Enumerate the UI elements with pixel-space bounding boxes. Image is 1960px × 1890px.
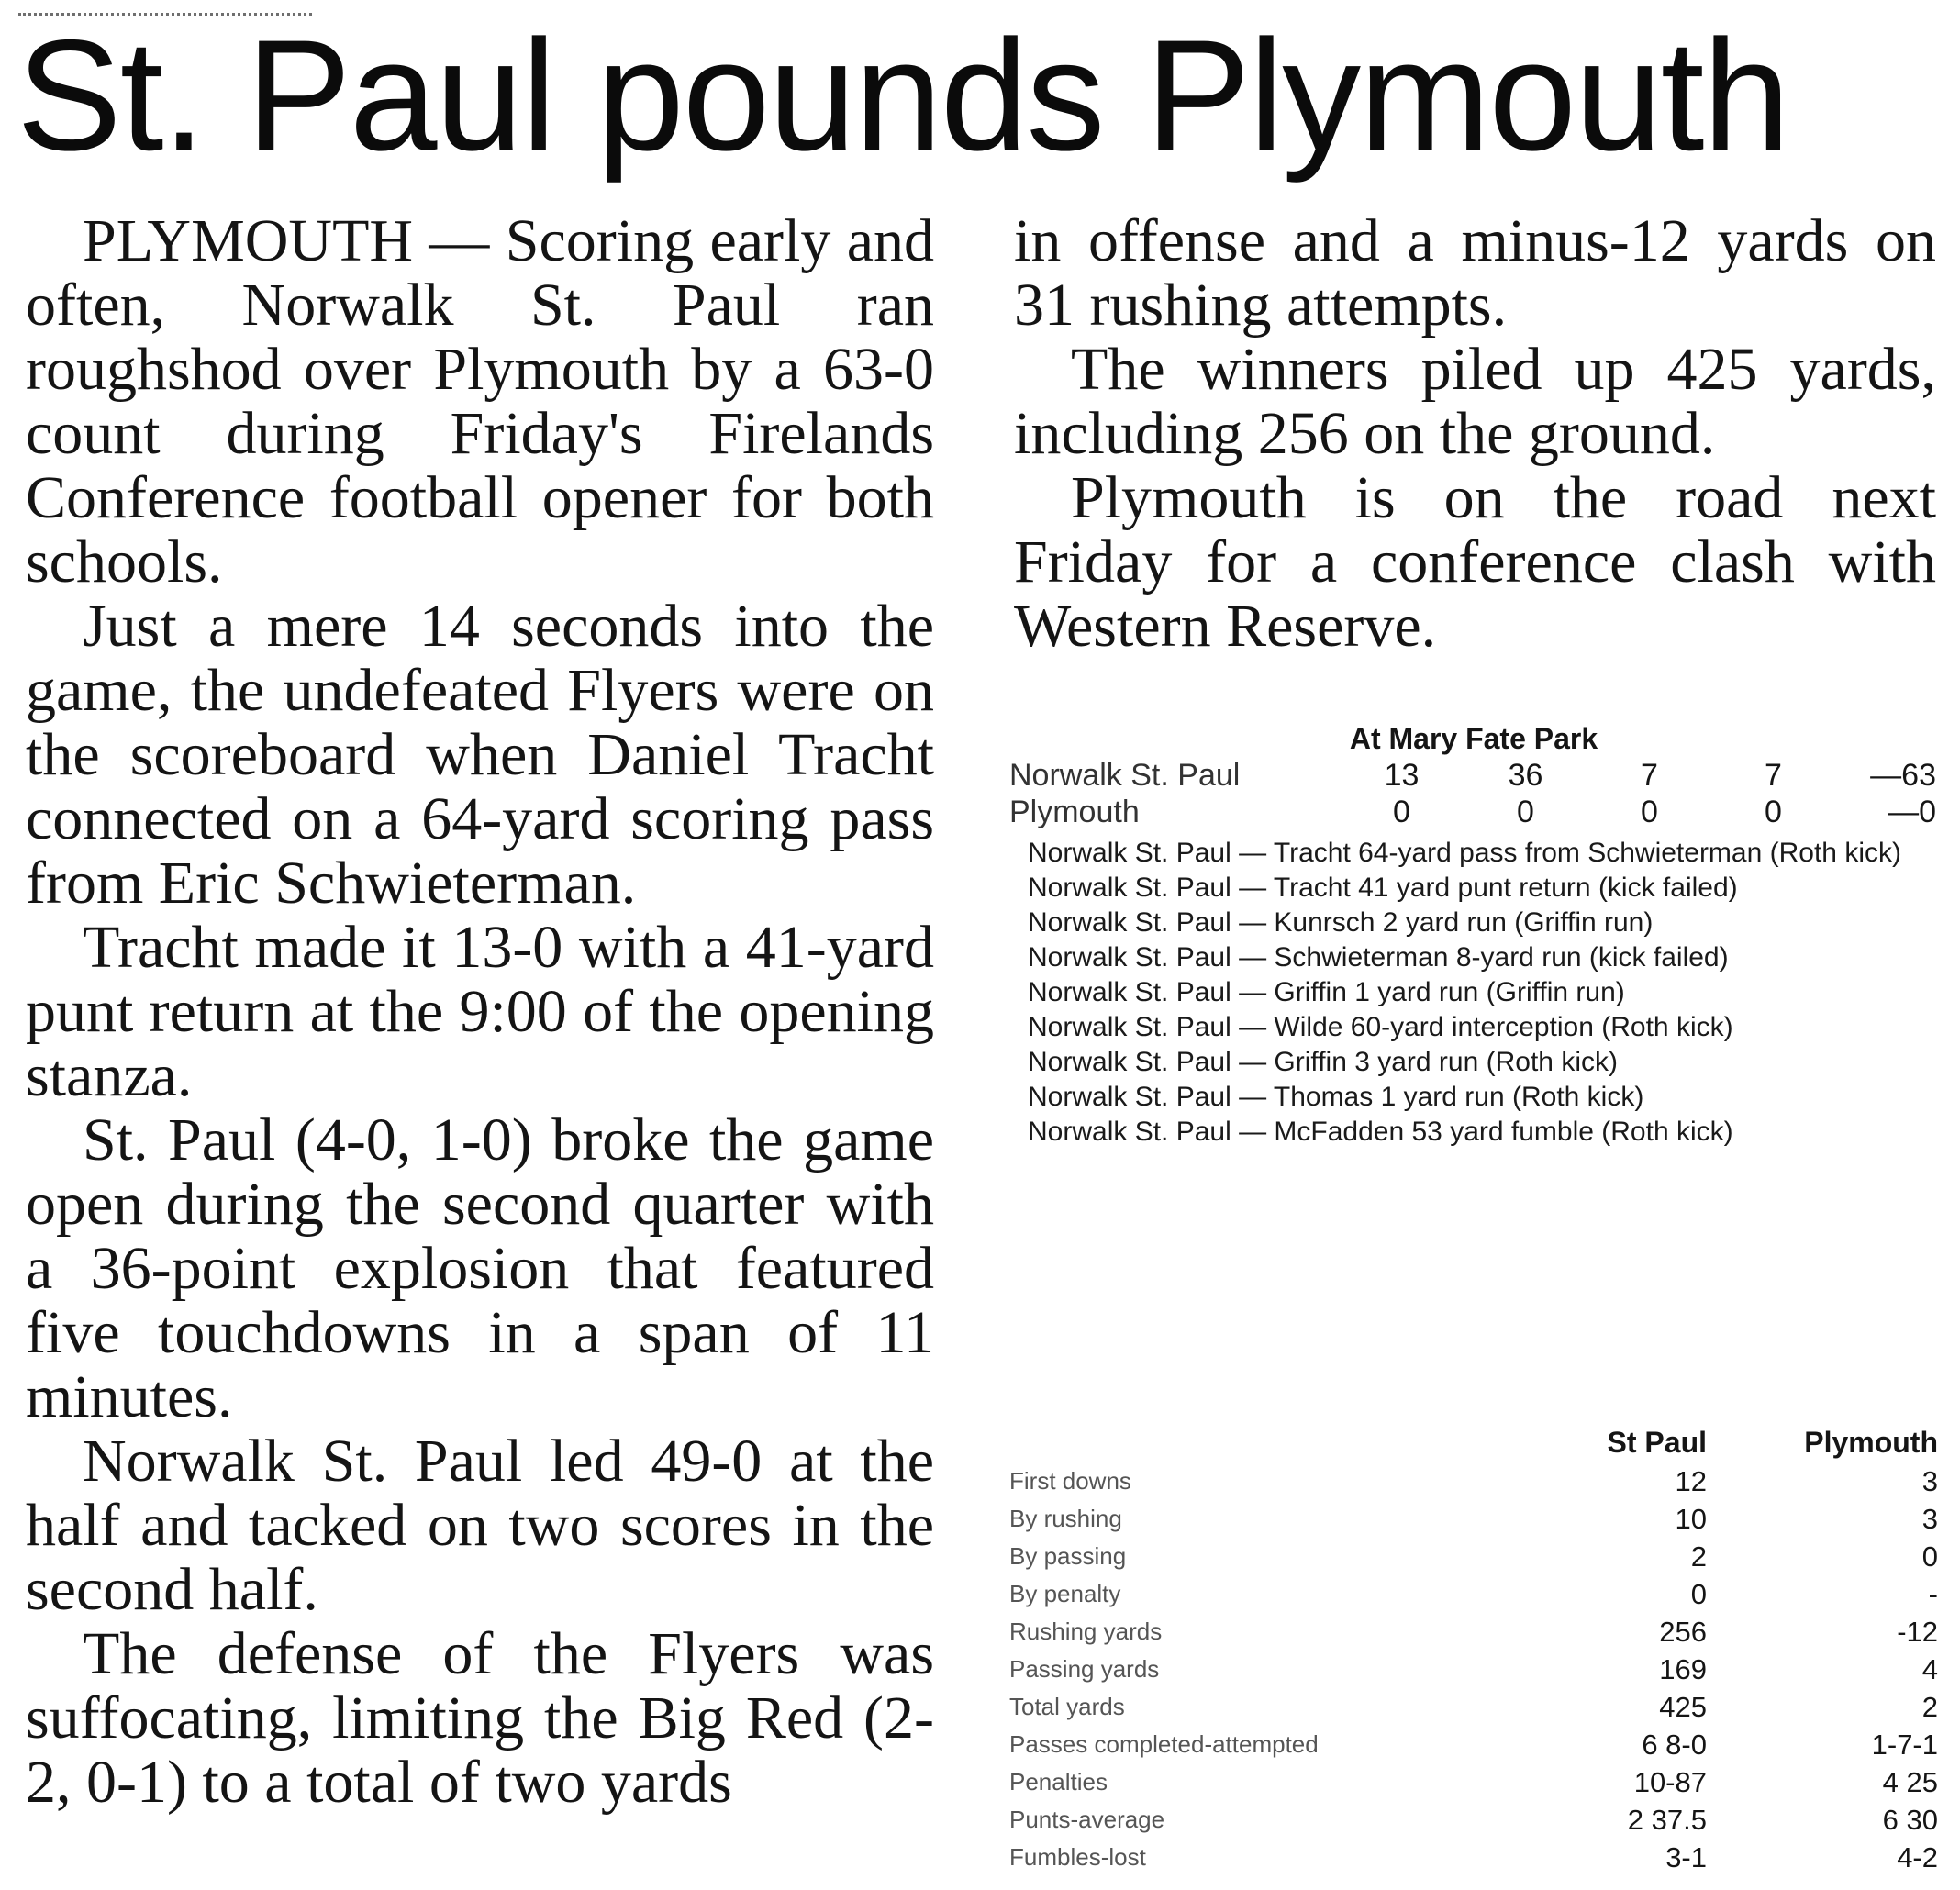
stat-row [1009,1462,1938,1500]
article-paragraph: The defense of the Flyers was suffocating, limiting the Big Red (2-2, 0-1) to a total of two yards [26,1620,934,1816]
stat-value-team2: 4-2 [1897,1841,1938,1873]
stat-value-team1: 2 37.5 [1627,1804,1707,1836]
line-score-q2: 36 [1508,758,1543,793]
stat-value-team1: 10-87 [1633,1766,1707,1798]
stat-row [1009,1801,1938,1839]
line-score-total: —63 [1870,758,1936,793]
stat-row [1009,1538,1938,1575]
stat-value-team1: 425 [1659,1691,1707,1723]
line-score-q4: 7 [1765,758,1782,793]
stats-header-team2: Plymouth [1804,1426,1938,1459]
stat-row [1009,1651,1938,1688]
article-paragraph: Plymouth is on the road next Friday for a conference clash with Western Reserve. [1014,464,1936,660]
article-paragraph: St. Paul (4-0, 1-0) broke the game open during the second quarter with a 36-point explosion that featured five touchdowns in a span of 11 minutes. [26,1106,934,1430]
stat-row [1009,1500,1938,1538]
team-stats-header [1009,1422,1938,1462]
line-score-q2: 0 [1517,795,1534,829]
scoring-summary [1009,836,1938,1150]
article-paragraph: PLYMOUTH — Scoring early and often, Norwalk St. Paul ran roughshod over Plymouth by a 63-0 count during Friday's Firelands Conference football opener for both schools. [26,209,934,595]
box-score [1009,720,1938,1885]
stat-value-team2: -12 [1897,1616,1938,1648]
stats-header-team1: St Paul [1607,1426,1707,1459]
stat-value-team1: 0 [1690,1578,1707,1610]
stat-label: Penalties [1009,1768,1108,1796]
stat-value-team1: 169 [1659,1653,1707,1685]
stat-value-team1: 6 8-0 [1642,1729,1707,1761]
stat-label: Passing yards [1009,1655,1160,1683]
scoring-play: Norwalk St. Paul — Tracht 64-yard pass from Schwieterman (Roth kick) [1028,838,1901,868]
stat-value-team2: - [1928,1578,1938,1610]
line-score-row [1009,794,1938,830]
scoring-play: Norwalk St. Paul — Thomas 1 yard run (Roth kick) [1028,1082,1644,1112]
scoring-play: Norwalk St. Paul — Tracht 41 yard punt return (kick failed) [1028,873,1738,903]
scoring-play: Norwalk St. Paul — Schwieterman 8-yard run (kick failed) [1028,942,1729,973]
stat-row [1009,1613,1938,1651]
line-score-team: Plymouth [1009,795,1140,829]
stat-label: By rushing [1009,1505,1122,1532]
stat-label: Fumbles-lost [1009,1843,1146,1871]
stat-value-team1: 2 [1690,1540,1707,1573]
team-stats-table [1009,1422,1938,1876]
stat-row [1009,1575,1938,1613]
article-paragraph: in offense and a minus-12 yards on 31 rushing attempts. [1014,209,1936,339]
line-score-row [1009,757,1938,794]
stat-value-team1: 10 [1675,1503,1707,1535]
stat-value-team2: 4 [1921,1653,1938,1685]
line-score-total: —0 [1888,795,1936,829]
scoring-play: Norwalk St. Paul — Griffin 1 yard run (Griffin run) [1028,977,1625,1007]
stat-label: By penalty [1009,1580,1121,1607]
box-score-title: At Mary Fate Park [1349,722,1598,755]
line-score-q3: 0 [1641,795,1658,829]
article-paragraph: Just a mere 14 seconds into the game, the undefeated Flyers were on the scoreboard when Daniel Tracht connected on a 64-yard scoring pass from Eric Schwieterman. [26,593,934,917]
stat-value-team2: 4 25 [1882,1766,1938,1798]
stat-row [1009,1763,1938,1801]
stat-value-team2: 2 [1921,1691,1938,1723]
stat-row [1009,1726,1938,1763]
stat-value-team2: 3 [1921,1465,1938,1497]
line-score-q3: 7 [1641,758,1658,793]
stat-label: Passes completed-attempted [1009,1730,1319,1758]
article-paragraph: Tracht made it 13-0 with a 41-yard punt return at the 9:00 of the opening stanza. [26,914,934,1109]
scoring-play: Norwalk St. Paul — Kunrsch 2 yard run (Griffin run) [1028,907,1654,938]
stat-value-team1: 256 [1659,1616,1707,1648]
stat-label: Rushing yards [1009,1618,1163,1645]
line-score-q4: 0 [1765,795,1782,829]
stat-row [1009,1839,1938,1876]
scoring-play: Norwalk St. Paul — Wilde 60-yard interception (Roth kick) [1028,1012,1733,1042]
article-paragraph: Norwalk St. Paul led 49-0 at the half and tacked on two scores in the second half. [26,1428,934,1623]
scoring-play: Norwalk St. Paul — Griffin 3 yard run (Roth kick) [1028,1047,1618,1077]
stat-label: Total yards [1009,1693,1125,1720]
scoring-play: Norwalk St. Paul — McFadden 53 yard fumble (Roth kick) [1028,1117,1733,1147]
stat-value-team2: 3 [1921,1503,1938,1535]
stat-value-team2: 0 [1921,1540,1938,1573]
headline: St. Paul pounds Plymouth [17,7,1789,183]
article-column-left [26,209,934,1890]
stat-label: Punts-average [1009,1806,1165,1833]
article-paragraph: The winners piled up 425 yards, including 256 on the ground. [1014,336,1936,467]
line-score-team: Norwalk St. Paul [1009,758,1241,793]
line-score-q1: 13 [1384,758,1420,793]
line-score-q1: 0 [1393,795,1410,829]
stat-value-team1: 3-1 [1665,1841,1707,1873]
article-column-right [1014,209,1936,760]
stat-value-team2: 6 30 [1882,1804,1938,1836]
stat-label: First downs [1009,1467,1131,1495]
stat-value-team1: 12 [1675,1465,1707,1497]
stats-header-label [1009,1422,1523,1462]
stat-row [1009,1688,1938,1726]
stat-label: By passing [1009,1542,1127,1570]
stat-value-team2: 1-7-1 [1871,1729,1938,1761]
